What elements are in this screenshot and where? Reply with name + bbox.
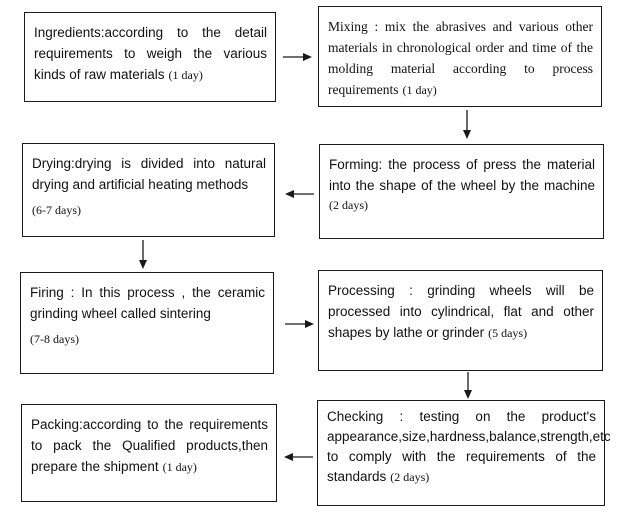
step-drying-duration: (6-7 days) [32, 203, 81, 217]
step-ingredients-label: Ingredients:according to the detail requirements to weigh the various kinds of raw materials [34, 25, 267, 82]
step-checking [317, 400, 611, 506]
step-forming-duration: (2 days) [329, 198, 368, 212]
step-forming [319, 144, 604, 239]
step-mixing-label: Mixing : mix the abrasives and various other materials in chronological order and time of the molding material according to process requirements [328, 19, 593, 97]
step-packing [21, 404, 277, 502]
step-checking-label: Checking : testing on the product's appearance,size,hardness,balance,strength,etc to comply with the requirements of the standards [327, 409, 611, 484]
arrow-right-icon [283, 52, 313, 62]
arrow-down-icon [138, 240, 148, 270]
step-forming-label: Forming: the process of press the material into the shape of the wheel by the machine [329, 157, 595, 193]
step-mixing [318, 6, 602, 107]
step-drying [22, 143, 275, 237]
arrow-left-icon [283, 452, 313, 462]
step-drying-label: Drying:drying is divided into natural drying and artificial heating methods [32, 156, 266, 192]
arrow-down-icon [463, 372, 473, 400]
arrow-down-icon [462, 110, 472, 140]
arrow-right-icon [285, 319, 315, 329]
step-mixing-duration: (1 day) [402, 83, 437, 97]
step-firing-duration: (7-8 days) [30, 332, 79, 346]
step-ingredients-duration: (1 day) [168, 68, 203, 82]
step-packing-label: Packing:according to the requirements to pack the Qualified products,then prepare the shipment [31, 417, 268, 474]
step-processing-duration: (5 days) [488, 326, 528, 340]
step-firing-label: Firing : In this process , the ceramic grinding wheel called sintering [30, 285, 265, 321]
step-processing-label: Processing : grinding wheels will be processed into cylindrical, flat and other shapes by lathe or grinder [328, 283, 594, 340]
step-packing-duration: (1 day) [162, 460, 197, 474]
step-checking-duration: (2 days) [390, 470, 430, 484]
arrow-left-icon [284, 189, 314, 199]
step-ingredients [24, 12, 276, 102]
step-firing [20, 272, 274, 374]
step-processing [318, 270, 603, 371]
